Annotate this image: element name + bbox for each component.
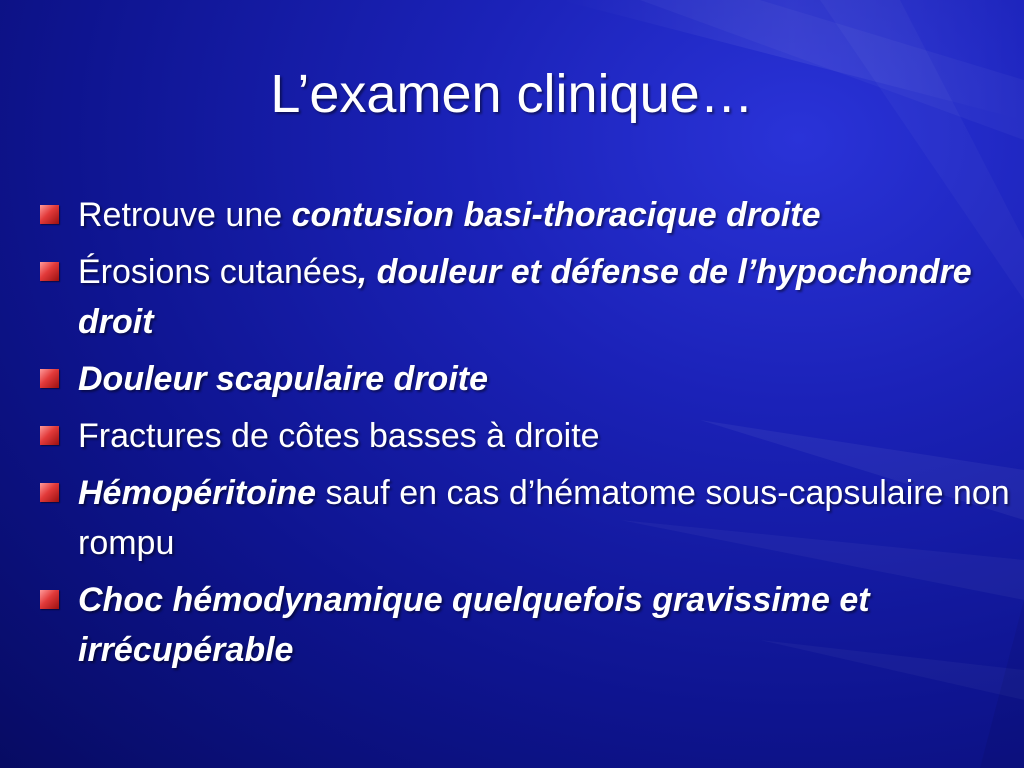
square-bullet-icon <box>40 483 59 502</box>
bullet-emphasis: Choc hémodynamique quelquefois gravissime et irrécupérable <box>78 581 870 669</box>
bullet-emphasis: contusion basi-thoracique droite <box>291 196 821 234</box>
bullet-text: Érosions cutanées <box>78 253 358 291</box>
square-bullet-icon <box>40 426 59 445</box>
bullet-item <box>40 354 1010 404</box>
square-bullet-icon <box>40 369 59 388</box>
bullet-item <box>40 575 1010 675</box>
bullet-item <box>40 411 1010 461</box>
square-bullet-icon <box>40 205 59 224</box>
bullet-text: Retrouve une <box>78 196 292 234</box>
slide-title: L’examen clinique… <box>270 64 754 124</box>
bullet-item <box>40 190 1010 240</box>
bullet-list <box>40 190 1010 682</box>
bullet-emphasis: , douleur et défense de l’hypochondre droit <box>78 253 972 341</box>
bullet-emphasis: Hémopéritoine <box>78 474 317 512</box>
square-bullet-icon <box>40 262 59 281</box>
square-bullet-icon <box>40 590 59 609</box>
bullet-item <box>40 468 1010 568</box>
bullet-emphasis: Douleur scapulaire droite <box>78 360 488 398</box>
bullet-text: Fractures de côtes basses à droite <box>78 417 600 455</box>
bullet-text: sauf en cas d’hématome sous-capsulaire non rompu <box>78 474 1010 562</box>
bullet-item <box>40 247 1010 347</box>
